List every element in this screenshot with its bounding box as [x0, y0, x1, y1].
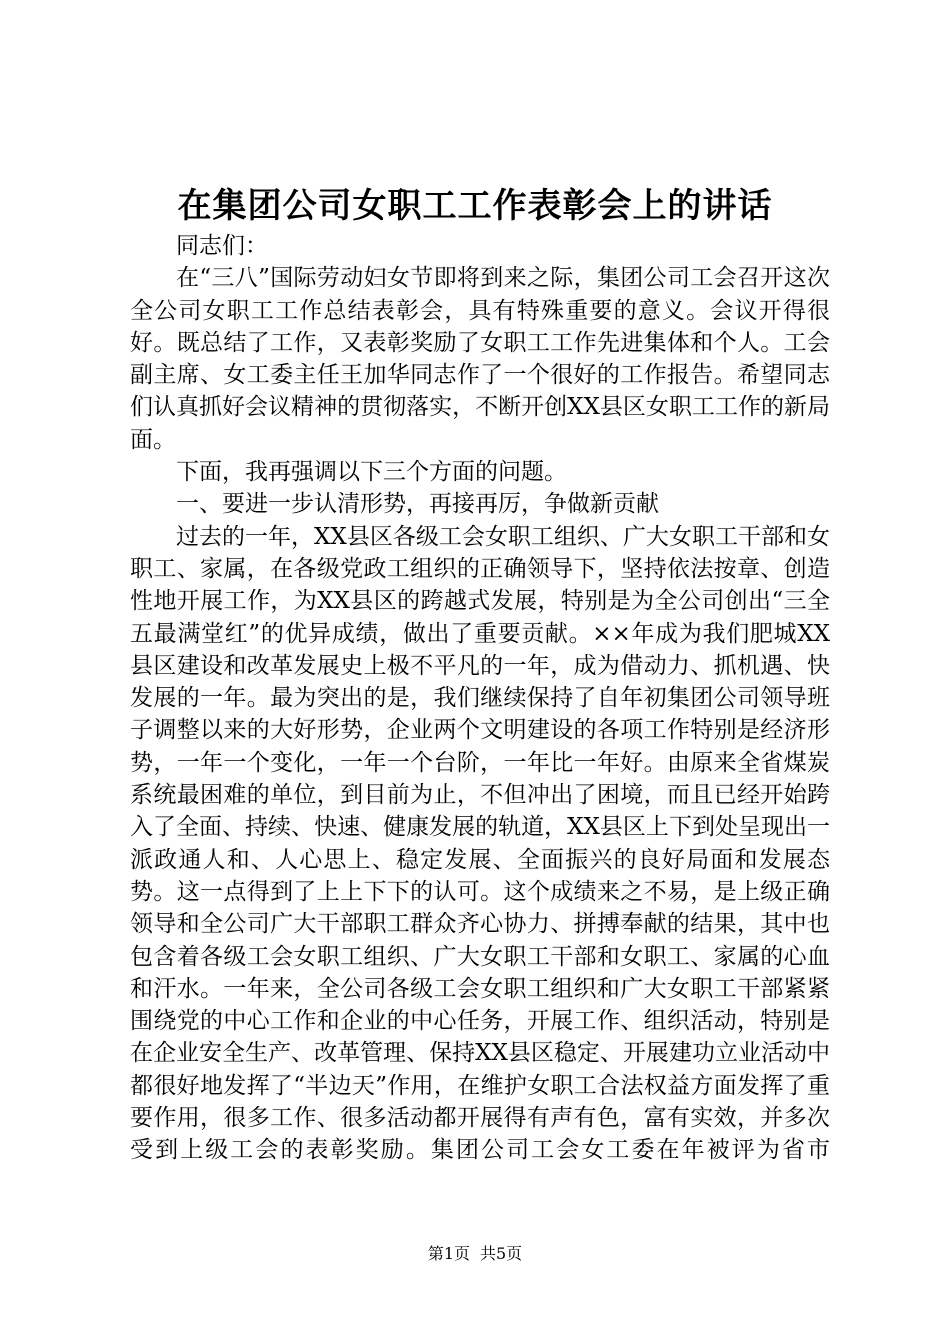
document-title: 在集团公司女职工工作表彰会上的讲话 — [177, 186, 773, 226]
page-total: 共5页 — [480, 1244, 523, 1263]
opening-paragraph: 在“三八”国际劳动妇女节即将到来之际，集团公司工会召开这次全公司女职工工作总结表彰会，具有特殊重要的意义。会议开得很好。既总结了工作，又表彰奖励了女职工工作先进集体和个人。工会副主席、女工委主任王加华同志作了一个很好的工作报告。希望同志们认真抓好会议精神的贯彻落实，不断开创XX县区女职工工作的新局面。 — [130, 265, 830, 453]
section-heading-one: 一、要进一步认清形势，再接再厉，争做新贡献 — [176, 491, 659, 518]
page-number: 第1页 — [427, 1244, 470, 1263]
page-footer — [0, 1243, 950, 1265]
transition-paragraph: 下面，我再强调以下三个方面的问题。 — [176, 459, 567, 486]
review-paragraph: 过去的一年，XX县区各级工会女职工组织、广大女职工干部和女职工、家属，在各级党政工组织的正确领导下，坚持依法按章、创造性地开展工作，为XX县区的跨越式发展，特别是为全公司创出“三全五最满堂红”的优异成绩，做出了重要贡献。××年成为我们肥城XX县区建设和改革发展史上极不平凡的一年，成为借动力、抓机遇、快发展的一年。最为突出的是，我们继续保持了自年初集团公司领导班子调整以来的大好形势，企业两个文明建设的各项工作特别是经济形势，一年一个变化，一年一个台阶，一年比一年好。由原来全省煤炭系统最困难的单位，到目前为止，不但冲出了困境，而且已经开始跨入了全面、持续、快速、健康发展的轨道，XX县区上下到处呈现出一派政通人和、人心思上、稳定发展、全面振兴的良好局面和发展态势。这一点得到了上上下下的认可。这个成绩来之不易，是上级正确领导和全公司广大干部职工群众齐心协力、拼搏奉献的结果，其中也包含着各级工会女职工组织、广大女职工干部和女职工、家属的心血和汗水。一年来，全公司各级工会女职工组织和广大女职工干部紧紧围绕党的中心工作和企业的中心任务，开展工作、组织活动，特别是在企业安全生产、改革管理、保持XX县区稳定、开展建功立业活动中都很好地发挥了“半边天”作用，在维护女职工合法权益方面发挥了重要作用，很多工作、很多活动都开展得有声有色，富有实效，并多次受到上级工会的表彰奖励。集团公司工会女工委在年被评为省市 — [130, 523, 830, 1164]
salutation-paragraph: 同志们： — [176, 233, 268, 259]
document-body — [130, 230, 830, 1167]
